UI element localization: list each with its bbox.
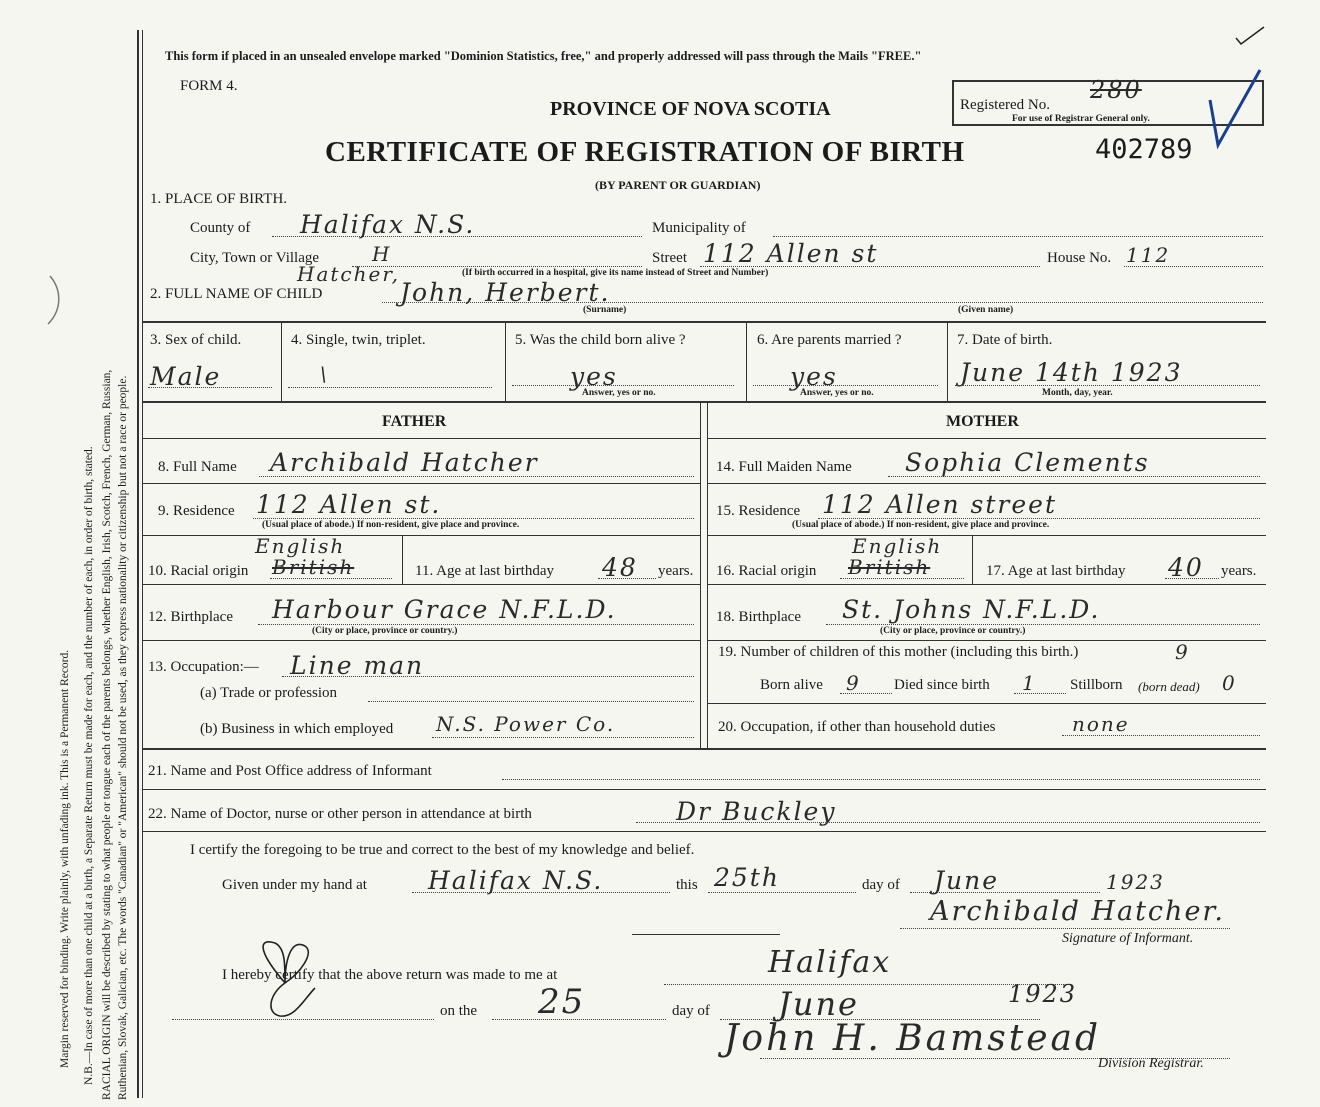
father-residence-label: 9. Residence	[158, 503, 235, 519]
father-name-label: 8. Full Name	[158, 459, 237, 475]
father-name-value: Archibald Hatcher	[270, 448, 539, 477]
given-day: 25th	[714, 863, 780, 892]
given-at-label: Given under my hand at	[222, 877, 367, 893]
province-title: PROVINCE OF NOVA SCOTIA	[550, 98, 831, 120]
place-heading: 1. PLACE OF BIRTH.	[150, 191, 288, 207]
trade-label: (a) Trade or profession	[200, 685, 338, 701]
registrar-caption: Division Registrar.	[1098, 1056, 1204, 1071]
mother-years: years.	[1221, 563, 1257, 579]
alive-label: 5. Was the child born alive ?	[515, 332, 686, 348]
plurality-label: 4. Single, twin, triplet.	[291, 332, 426, 348]
father-age-value: 48	[602, 553, 638, 582]
married-label: 6. Are parents married ?	[757, 332, 902, 348]
registrar-month: June	[778, 985, 859, 1023]
given-at-place: Halifax N.S.	[428, 866, 604, 895]
margin-racial-note-2: Ruthenian, Slovak, Galician, etc. The words "Canadian" or "American" should not be used, as they express nationality or citizenship but not a race or people.	[117, 375, 129, 1100]
doctor-label: 22. Name of Doctor, nurse or other person in attendance at birth	[148, 806, 532, 822]
this-label: this	[676, 877, 698, 893]
left-border	[137, 30, 139, 1098]
stillborn-note: (born dead)	[1138, 679, 1200, 694]
registrar-year: 1923	[1008, 980, 1078, 1008]
subtitle: (BY PARENT OR GUARDIAN)	[595, 178, 761, 192]
mother-occupation-label: 20. Occupation, if other than household duties	[718, 719, 996, 735]
margin-binding-note: Margin reserved for binding. Write plainly, with unfading ink. This is a Permanent Record.	[59, 649, 71, 1068]
county-value: Halifax N.S.	[300, 210, 476, 239]
postal-notice: This form if placed in an unsealed envelope marked "Dominion Statistics, free," and properly addressed will pass through the Mails "FREE."	[165, 49, 922, 63]
street-label: Street	[652, 250, 687, 266]
margin-racial-note-1: RACIAL ORIGIN will be described by stating to what people or tongue each of the parents belongs, whether English, Irish, Scotch, French, German, Russian,	[101, 369, 113, 1100]
form-number: FORM 4.	[180, 78, 238, 94]
business-value: N.S. Power Co.	[436, 712, 616, 736]
tick-icon	[1232, 24, 1268, 46]
married-caption: Answer, yes or no.	[800, 388, 874, 398]
informant-label: 21. Name and Post Office address of Informant	[148, 763, 432, 779]
mother-racial-label: 16. Racial origin	[716, 563, 817, 579]
sex-label: 3. Sex of child.	[150, 332, 242, 348]
registered-label: Registered No.	[960, 97, 1050, 113]
mother-birthplace-label: 18. Birthplace	[716, 609, 801, 625]
father-occupation-label: 13. Occupation:—	[148, 659, 259, 675]
mother-abode-caption: (Usual place of abode.) If non-resident, give place and province.	[792, 520, 1050, 530]
mother-racial-value: British	[848, 555, 931, 579]
plurality-value: \	[320, 362, 329, 386]
hospital-note: (If birth occurred in a hospital, give its name instead of Street and Number)	[462, 268, 769, 278]
surname-caption: (Surname)	[583, 305, 627, 315]
mother-heading: MOTHER	[946, 413, 1019, 430]
father-abode-caption: (Usual place of abode.) If non-resident, give place and province.	[262, 520, 520, 530]
mother-racial-over: English	[852, 534, 943, 558]
punch-hole-mark-icon	[22, 270, 62, 330]
child-surname: Hatcher,	[297, 262, 401, 286]
father-occupation-value: Line man	[290, 651, 425, 680]
given-name-caption: (Given name)	[958, 305, 1014, 315]
given-year: 1923	[1106, 870, 1165, 894]
mother-name-label: 14. Full Maiden Name	[716, 459, 852, 475]
stillborn-value: 0	[1222, 671, 1237, 695]
margin-nb-note: N.B.—In case of more than one child at a birth, a Separate Return must be made for each, and the number of each, in order of birth, stated.	[83, 446, 95, 1085]
certificate-number: 402789	[1095, 134, 1193, 165]
father-years: years.	[658, 563, 694, 579]
on-the-label: on the	[440, 1003, 478, 1019]
city-value: H	[372, 242, 392, 266]
stillborn-label: Stillborn	[1070, 677, 1123, 693]
born-alive-label: Born alive	[760, 677, 823, 693]
check-mark-icon	[1200, 60, 1270, 150]
county-label: County of	[190, 220, 251, 236]
house-value: 112	[1126, 243, 1171, 267]
mother-age-value: 40	[1168, 553, 1204, 582]
house-label: House No.	[1047, 250, 1112, 266]
mother-birthplace-caption: (City or place, province or country.)	[880, 626, 1026, 636]
given-month: June	[934, 866, 1000, 895]
children-label: 19. Number of children of this mother (including this birth.)	[718, 644, 1079, 660]
city-label: City, Town or Village	[190, 250, 320, 266]
registered-number: 280	[1090, 76, 1142, 104]
informant-signature: Archibald Hatcher.	[930, 896, 1225, 927]
certification-statement: I certify the foregoing to be true and correct to the best of my knowledge and belief.	[190, 842, 695, 858]
registrar-signature: John H. Bamstead	[724, 1018, 1102, 1059]
municipality-label: Municipality of	[652, 220, 746, 236]
mother-birthplace-value: St. Johns N.F.L.D.	[842, 595, 1101, 624]
child-given-name: John, Herbert.	[400, 278, 611, 307]
day-of-label: day of	[862, 877, 900, 893]
registrar-day: 25	[538, 982, 586, 1022]
father-birthplace-value: Harbour Grace N.F.L.D.	[272, 595, 617, 624]
child-name-label: 2. FULL NAME OF CHILD	[150, 286, 323, 302]
mother-residence-value: 112 Allen street	[822, 490, 1058, 519]
registrar-place: Halifax	[768, 945, 892, 980]
dob-caption: Month, day, year.	[1042, 388, 1113, 398]
children-value: 9	[1175, 640, 1190, 664]
registrar-day-of-label: day of	[672, 1003, 710, 1019]
died-label: Died since birth	[894, 677, 990, 693]
sex-value: Male	[150, 362, 222, 391]
dob-value: June 14th 1923	[960, 358, 1183, 387]
father-racial-value: British	[272, 555, 355, 579]
alive-caption: Answer, yes or no.	[582, 388, 656, 398]
married-value: yes	[790, 362, 838, 391]
doctor-value: Dr Buckley	[676, 797, 837, 826]
died-value: 1	[1022, 671, 1037, 695]
street-value: 112 Allen st	[703, 239, 879, 268]
mother-age-label: 17. Age at last birthday	[986, 563, 1126, 579]
father-racial-label: 10. Racial origin	[148, 563, 249, 579]
father-birthplace-label: 12. Birthplace	[148, 609, 233, 625]
certificate-title: CERTIFICATE OF REGISTRATION OF BIRTH	[325, 136, 965, 168]
father-age-label: 11. Age at last birthday	[415, 563, 554, 579]
business-label: (b) Business in which employed	[200, 721, 394, 737]
father-residence-value: 112 Allen st.	[256, 490, 442, 519]
registrar-only-note: For use of Registrar General only.	[1012, 114, 1150, 124]
alive-value: yes	[570, 362, 618, 391]
mother-occupation-value: none	[1072, 712, 1130, 736]
father-heading: FATHER	[382, 413, 447, 430]
born-alive-value: 9	[846, 671, 861, 695]
informant-signature-caption: Signature of Informant.	[1062, 931, 1194, 946]
registrar-statement: I hereby certify that the above return was made to me at	[222, 967, 558, 983]
father-racial-over: English	[255, 534, 346, 558]
father-birthplace-caption: (City or place, province or country.)	[312, 626, 458, 636]
mother-residence-label: 15. Residence	[716, 503, 801, 519]
dob-label: 7. Date of birth.	[957, 332, 1053, 348]
mother-name-value: Sophia Clements	[905, 448, 1150, 477]
